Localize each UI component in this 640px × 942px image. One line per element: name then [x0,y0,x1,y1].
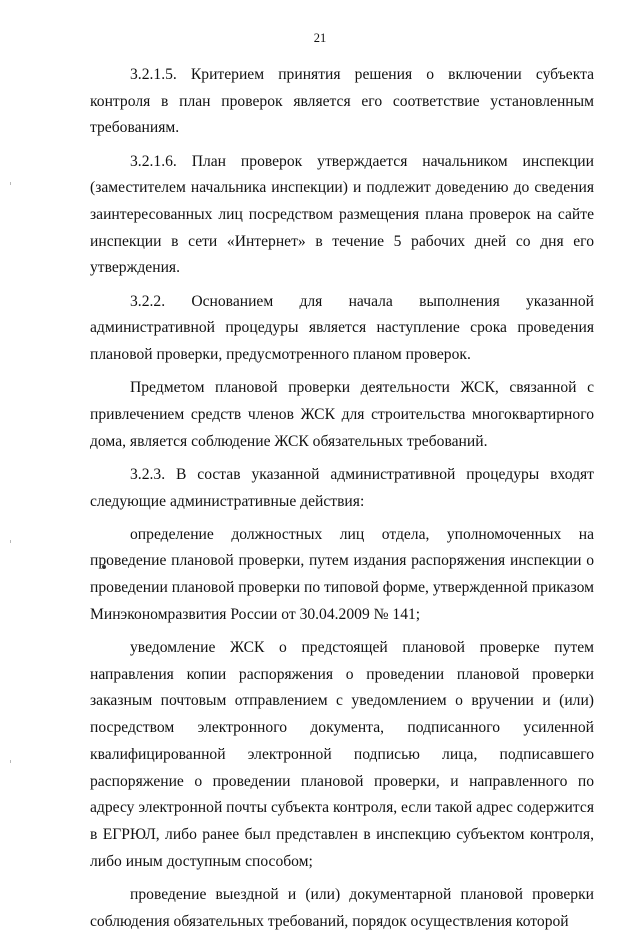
paragraph-3-2-1-6: 3.2.1.6. План проверок утверждается начальником инспекции (заместителем начальника инспекции) и подлежит доведению до сведения заинтересованных лиц посредством размещения плана проверок на сайте инспекции в сети «Интернет» в течение 5 рабочих дней со дня его утверждения. [90,152,594,277]
scan-edge-mark [10,760,11,763]
paragraph-3-2-1-5: 3.2.1.5. Критерием принятия решения о включении субъекта контроля в план проверок является его соответствие установленным требованиям. [90,66,594,137]
paragraph-3-2-3: 3.2.3. В состав указанной административной процедуры входят следующие административные действия: [90,465,594,510]
scan-edge-mark [10,540,11,543]
paragraph-officials: определение должностных лиц отдела, уполномоченных на проведение плановой проверки, путем издания распоряжения инспекции о проведении плановой проверки по типовой форме, утвержденной приказом Минэкономразвития России от 30.04.2009 № 141; [90,525,594,623]
scan-edge-mark [10,182,11,185]
document-body [90,62,594,942]
paragraph-notification: уведомление ЖСК о предстоящей плановой проверке путем направления копии распоряжения о проведении плановой проверки заказным почтовым отправлением с уведомлением о вручении и (или) посредством электронного документа, подписанного усиленной квалифицированной электронной подписью лица, подписавшего распоряжение о проведении плановой проверки, и направленного по адресу электронной почты субъекта контроля, если такой адрес содержится в ЕГРЮЛ, либо ранее был представлен в инспекцию субъектом контроля, либо иным доступным способом; [90,639,594,870]
paragraph-subject: Предметом плановой проверки деятельности ЖСК, связанной с привлечением средств членов ЖСК для строительства многоквартирного дома, является соблюдение ЖСК обязательных требований. [90,379,594,450]
paragraph-inspection: проведение выездной и (или) документарной плановой проверки соблюдения обязательных требований, порядок осуществления которой [90,885,594,930]
page-number: 21 [313,31,327,45]
paragraph-3-2-2: 3.2.2. Основанием для начала выполнения указанной административной процедуры является наступление срока проведения плановой проверки, предусмотренного планом проверок. [90,292,594,364]
